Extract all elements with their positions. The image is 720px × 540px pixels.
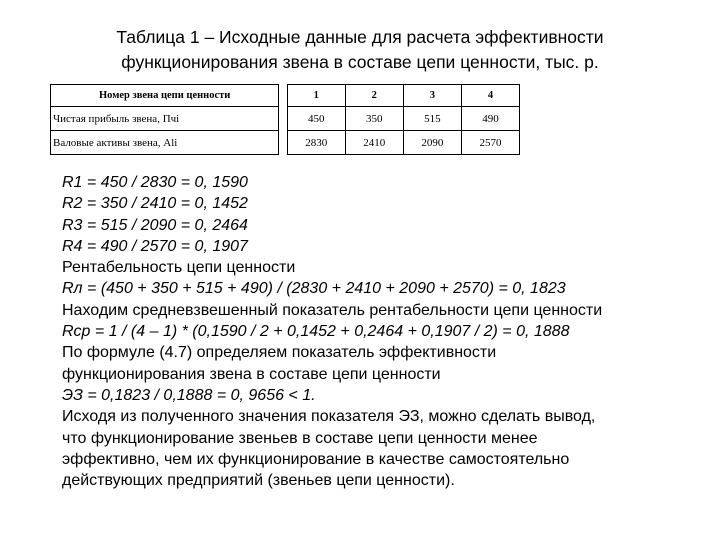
- table-title-line-1: Таблица 1 – Исходные данные для расчета эффективности: [116, 27, 604, 47]
- table-title: [40, 25, 680, 75]
- paragraph-line: Рентабельность цепи ценности: [62, 259, 296, 277]
- table-spacer: [279, 85, 287, 107]
- table-cell: 350: [345, 107, 403, 131]
- formula-ez: ЭЗ = 0,1823 / 0,1888 = 0, 9656 < 1.: [62, 386, 316, 404]
- paragraph-line: Находим средневзвешенный показатель рентабельности цепи ценности: [62, 301, 603, 319]
- formula-r3: R3 = 515 / 2090 = 0, 2464: [62, 216, 248, 234]
- paragraph-line: По формуле (4.7) определяем показатель эффективности: [62, 344, 497, 362]
- table-header-label: Номер звена цепи ценности: [51, 85, 279, 107]
- paragraph-line: функционирования звена в составе цепи ценности: [62, 365, 441, 383]
- formula-r1: R1 = 450 / 2830 = 0, 1590: [62, 174, 248, 191]
- table-cell: 490: [461, 107, 519, 131]
- calculation-text: [62, 172, 712, 491]
- table-cell: 2410: [345, 131, 403, 155]
- table-cell: 2830: [287, 131, 345, 155]
- paragraph-line: что функционирование звеньев в составе цепи ценности менее: [62, 429, 538, 447]
- table-spacer: [279, 131, 287, 155]
- paragraph-line: эффективно, чем их функционирование в качестве самостоятельно: [62, 450, 570, 468]
- table-row: [51, 131, 520, 155]
- table-cell: 2570: [461, 131, 519, 155]
- table-title-line-2: функционирования звена в составе цепи ценности, тыс. р.: [121, 52, 599, 72]
- table-cell: 450: [287, 107, 345, 131]
- source-data-table: [50, 84, 520, 155]
- table-cell: 2090: [403, 131, 461, 155]
- paragraph-line: действующих предприятий (звеньев цепи ценности).: [62, 472, 455, 490]
- formula-rsr: Rср = 1 / (4 – 1) * (0,1590 / 2 + 0,1452 + 0,2464 + 0,1907 / 2) = 0, 1888: [62, 323, 570, 341]
- table-cell: 515: [403, 107, 461, 131]
- table-header-col-3: 3: [403, 85, 461, 107]
- table-row-label: Чистая прибыль звена, Пчi: [51, 107, 279, 131]
- table-header-row: [51, 85, 520, 107]
- table-header-col-2: 2: [345, 85, 403, 107]
- formula-r4: R4 = 490 / 2570 = 0, 1907: [62, 237, 248, 255]
- table-spacer: [279, 107, 287, 131]
- formula-rl: Rл = (450 + 350 + 515 + 490) / (2830 + 2410 + 2090 + 2570) = 0, 1823: [62, 280, 566, 298]
- table-header-col-4: 4: [461, 85, 519, 107]
- table-header-col-1: 1: [287, 85, 345, 107]
- paragraph-line: Исходя из полученного значения показателя ЭЗ, можно сделать вывод,: [62, 408, 596, 426]
- formula-r2: R2 = 350 / 2410 = 0, 1452: [62, 195, 248, 213]
- table-row-label: Валовые активы звена, Аli: [51, 131, 279, 155]
- table-row: [51, 107, 520, 131]
